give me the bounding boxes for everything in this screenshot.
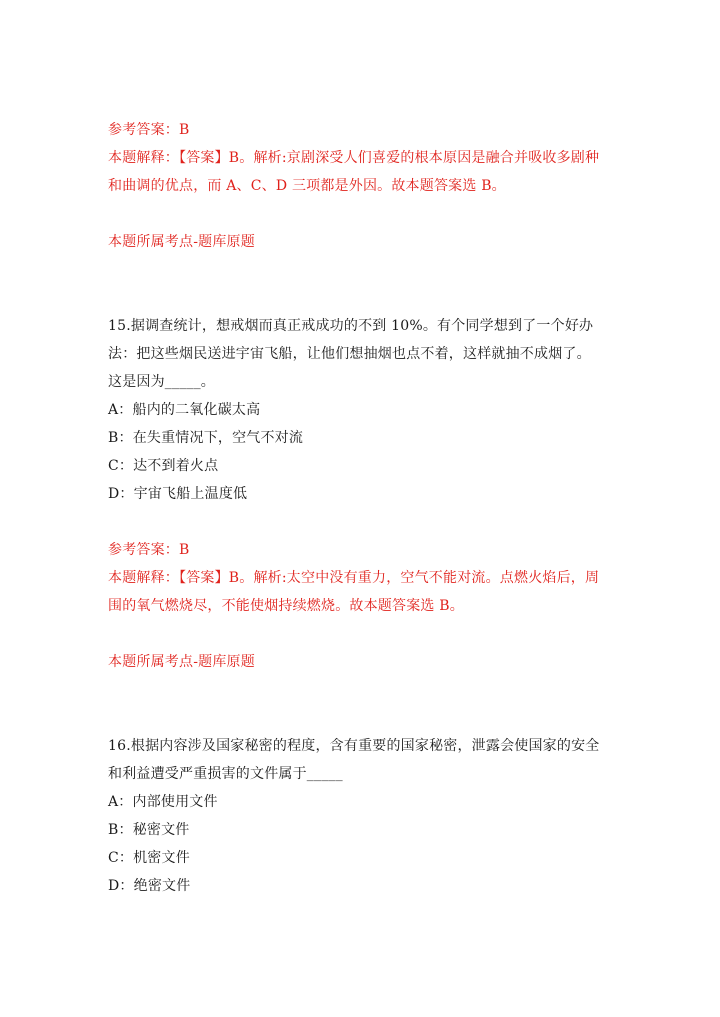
q14-explanation-line2: 和曲调的优点，而 A、C、D 三项都是外因。故本题答案选 B。 (108, 178, 506, 194)
q15-explanation-line1: 本题解释：【答案】B。解析:太空中没有重力，空气不能对流。点燃火焰后，周 (108, 570, 600, 586)
q15-topic: 本题所属考点-题库原题 (108, 654, 255, 670)
q14-explanation-line1: 本题解释：【答案】B。解析:京剧深受人们喜爱的根本原因是融合并吸收多剧种 (108, 150, 600, 166)
q16-option-b: B：秘密文件 (108, 822, 190, 838)
q16-stem-line1: 16.根据内容涉及国家秘密的程度，含有重要的国家秘密，泄露会使国家的安全 (108, 738, 600, 754)
q14-topic: 本题所属考点-题库原题 (108, 234, 255, 250)
q15-option-c: C：达不到着火点 (108, 458, 219, 474)
q15-option-a: A：船内的二氧化碳太高 (108, 402, 261, 418)
q16-option-d: D：绝密文件 (108, 878, 191, 894)
q15-option-b: B：在失重情况下，空气不对流 (108, 430, 304, 446)
q14-answer: 参考答案：B (108, 122, 190, 138)
q16-option-a: A：内部使用文件 (108, 794, 218, 810)
q15-explanation-line2: 围的氧气燃烧尽，不能使烟持续燃烧。故本题答案选 B。 (108, 598, 464, 614)
q15-option-d: D：宇宙飞船上温度低 (108, 486, 248, 502)
q15-stem-line3: 这是因为_____。 (108, 374, 215, 390)
q15-answer: 参考答案：B (108, 542, 190, 558)
q16-stem-line2: 和利益遭受严重损害的文件属于_____ (108, 766, 343, 782)
q15-stem-line1: 15.据调查统计，想戒烟而真正戒成功的不到 10%。有个同学想到了一个好办 (108, 318, 594, 334)
q16-option-c: C：机密文件 (108, 850, 190, 866)
q15-stem-line2: 法：把这些烟民送进宇宙飞船，让他们想抽烟也点不着，这样就抽不成烟了。 (108, 346, 591, 362)
